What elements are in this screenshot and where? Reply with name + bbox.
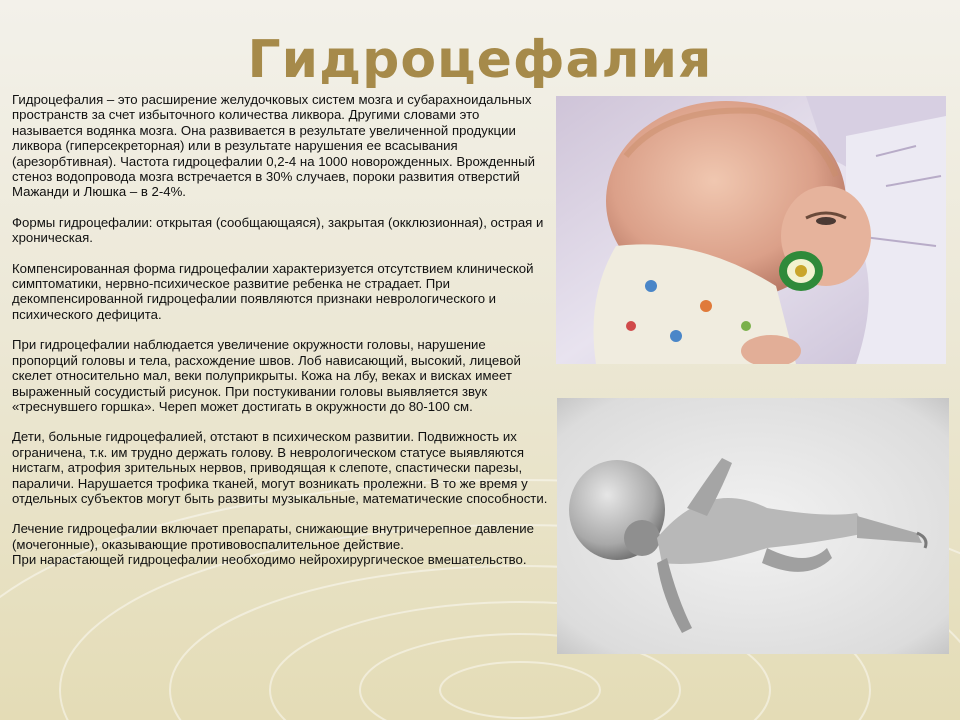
paragraph-compensation: Компенсированная форма гидроцефалии характеризуется отсутствием клинической симптоматики, нервно-психическое развитие ребенка не страдает. При декомпенсированной гидроцефалии появляются признаки неврологического и психического дефицита. — [12, 260, 534, 322]
body-text — [12, 92, 552, 568]
infant-photo — [556, 96, 946, 364]
paragraph-definition: Гидроцефалия – это расширение желудочковых систем мозга и субарахноидальных пространств за счет избыточного количества ликвора. Другими словами это называется водянка мозга. Она развивается в результате увеличенной продукции ликвора (гиперсекреторная) или в результате нарушения ее всасывания (арезорбтивная). Частота гидроцефалии 0,2-4 на 1000 новорожденных. Врожденный стеноз водопровода мозга встречается в 30% случаев, пороки развития отверстий Мажанди и Люшка – в 2-4%. — [12, 92, 535, 200]
paragraph-development: Дети, больные гидроцефалией, отстают в психическом развитии. Подвижность их ограничена, т.к. им трудно держать голову. В неврологическом статусе выявляются нистагм, атрофия зрительных нервов, приводящая к слепоте, спастически парезы, параличи. Нарушается трофика тканей, могут возникать пролежни. В то же время у отдельных субъектов могут быть развиты музыкальные, математические способности. — [12, 429, 548, 506]
paragraph-symptoms: При гидроцефалии наблюдается увеличение окружности головы, нарушение пропорций головы и тела, расхождение швов. Лоб нависающий, высокий, лицевой скелет относительно мал, веки полуприкрыты. Кожа на лбу, веках и висках имеет выраженный сосудистый рисунок. При постукивании головы выявляется звук «треснувшего горшка». Череп может достигать в окружности до 80-100 см. — [12, 337, 521, 414]
hydrocephalus-infant-photo — [557, 398, 949, 654]
paragraph-forms: Формы гидроцефалии: открытая (сообщающаяся), закрытая (окклюзионная), острая и хроническая. — [12, 214, 544, 246]
paragraph-treatment: Лечение гидроцефалии включает препараты, снижающие внутричерепное давление (мочегонные), оказывающие противовоспалительное действие. — [12, 521, 534, 552]
slide-title: Гидроцефалия — [247, 30, 713, 90]
paragraph-surgery: При нарастающей гидроцефалии необходимо нейрохирургическое вмешательство. — [12, 552, 527, 568]
